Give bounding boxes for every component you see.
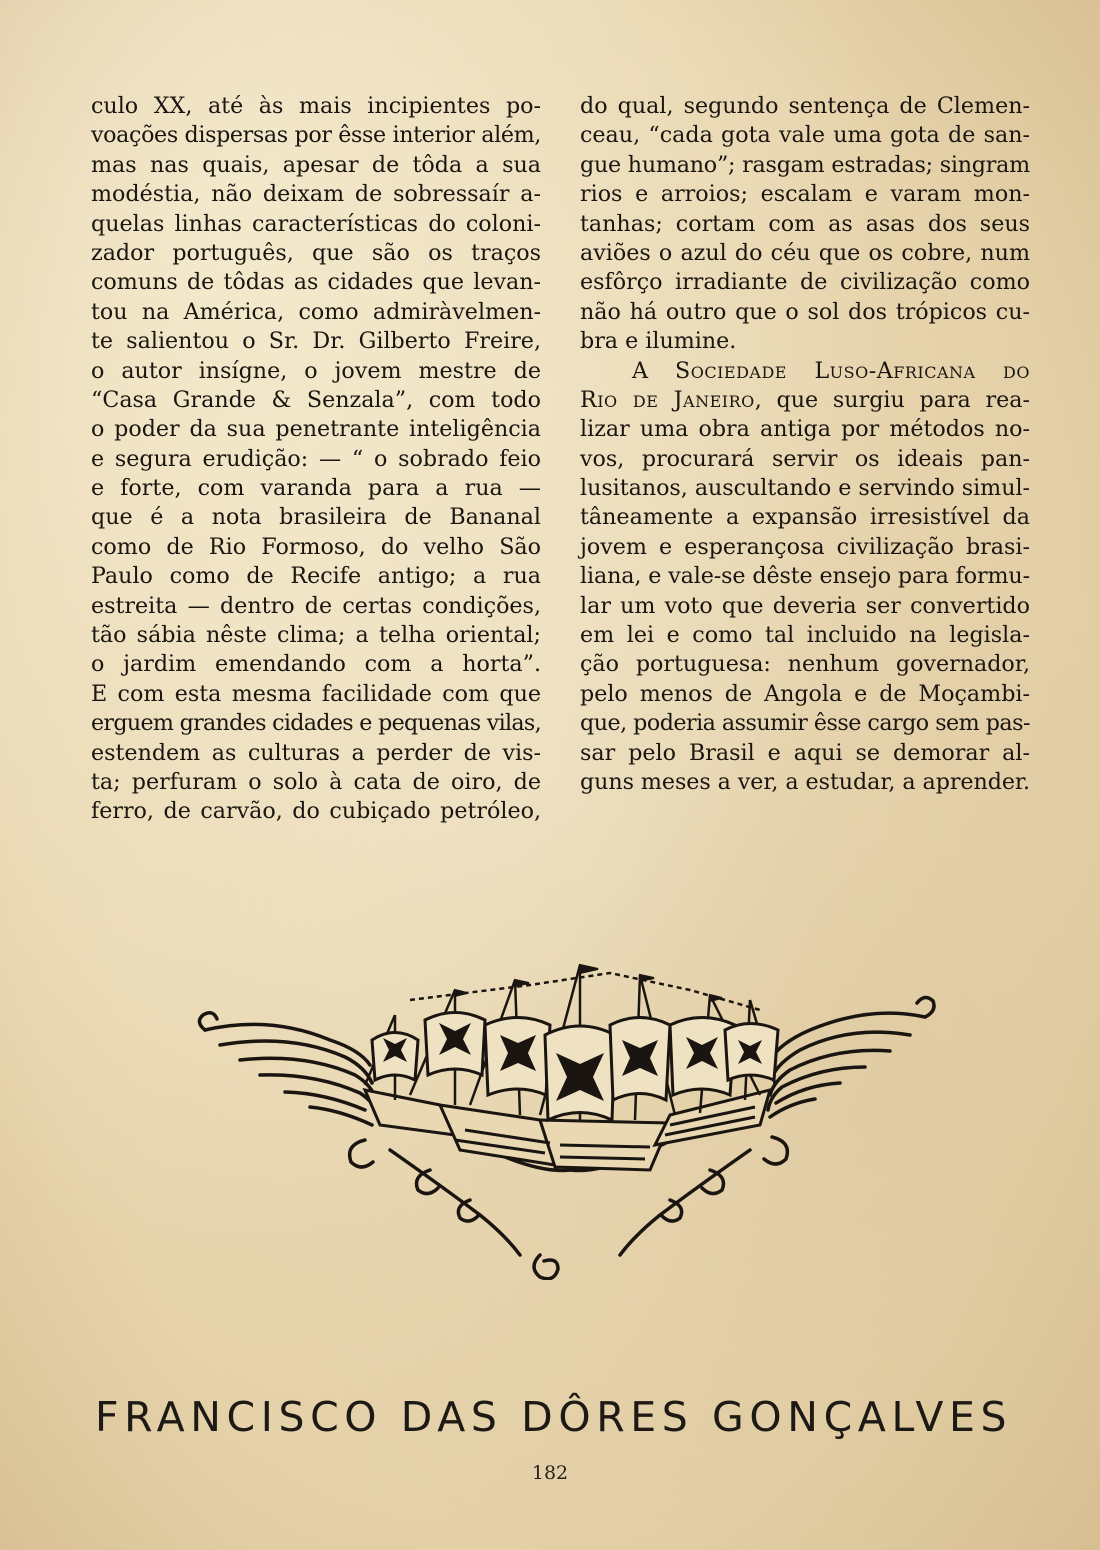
right-line: tâneamente a expansão irresistível da: [580, 504, 1030, 531]
left-line: “Casa Grande & Senzala”, com todo: [91, 386, 541, 413]
right-line: não há outro que o sol dos trópicos cu-: [580, 298, 1030, 325]
left-line: mas nas quais, apesar de tôda a sua: [91, 151, 541, 178]
left-line: tou na América, como admiràvelmen-: [91, 298, 541, 325]
right-line: lar um voto que deveria ser convertido: [580, 592, 1030, 619]
left-line: estendem as culturas a perder de vis-: [91, 739, 541, 766]
society-name-part2: Rio de Janeiro: [580, 386, 755, 413]
right-text-column: [580, 92, 1030, 797]
left-wave-swirls: [199, 1013, 378, 1167]
left-line: comuns de tôdas as cidades que levan-: [91, 269, 541, 296]
left-line: Paulo como de Recife antigo; a rua: [91, 563, 541, 590]
left-line: quelas linhas características do coloni-: [91, 210, 541, 237]
left-line: o autor insígne, o jovem mestre de: [91, 357, 541, 384]
left-line: o poder da sua penetrante inteligência: [91, 416, 541, 443]
left-line: tão sábia nêste clima; a telha oriental;: [91, 622, 541, 649]
left-line: ta; perfuram o solo à cata de oiro, de: [91, 768, 541, 795]
left-text-column: [91, 92, 541, 827]
right-line: tanhas; cortam com as asas dos seus: [580, 210, 1030, 237]
right-line: vos, procurará servir os ideais pan-: [580, 445, 1030, 472]
page-number: 182: [531, 1462, 569, 1484]
right-line: gue humano”; rasgam estradas; singram: [580, 151, 1030, 178]
right-wave-swirls: [764, 997, 934, 1164]
left-line: o jardim emendando com a horta”.: [91, 651, 541, 678]
right-line: jovem e esperançosa civilização brasi-: [580, 533, 1030, 560]
right-line: em lei e como tal incluido na legisla-: [580, 622, 1030, 649]
paragraph-start-line: [580, 357, 1030, 386]
right-line: que, poderia assumir êsse cargo sem pas-: [580, 710, 1030, 737]
left-line: como de Rio Formoso, do velho São: [91, 533, 541, 560]
left-line: e segura erudição: — “ o sobrado feio: [91, 445, 541, 472]
right-line: ção portuguesa: nenhum governador,: [580, 651, 1030, 678]
left-line: modéstia, não deixam de sobressaír a-: [91, 181, 541, 208]
society-name-part1: Sociedade Luso-Africana do: [675, 357, 1031, 384]
ship-pennants: [455, 965, 722, 1001]
right-line: do qual, segundo sentença de Clemen-: [580, 93, 1030, 119]
left-line: erguem grandes cidades e pequenas vilas,: [91, 710, 541, 737]
right-line: guns meses a ver, a estudar, a aprender.: [580, 768, 1030, 795]
right-line: [580, 386, 1030, 415]
paragraph-lead: A: [632, 357, 676, 384]
right-line: lusitanos, auscultando e servindo simul-: [580, 475, 1030, 502]
left-line: E com esta mesma facilidade com que: [91, 680, 541, 707]
author-signature: FRANCISCO DAS DÔRES GONÇALVES: [95, 1393, 1013, 1441]
right-line: sar pelo Brasil e aqui se demorar al-: [580, 739, 1030, 766]
left-line: estreita — dentro de certas condições,: [91, 592, 541, 619]
right-line: ceau, “cada gota vale uma gota de san-: [580, 122, 1030, 149]
left-line: que é a nota brasileira de Bananal: [91, 504, 541, 531]
left-line: te salientou o Sr. Dr. Gilberto Freire,: [91, 328, 541, 355]
left-line: e forte, com varanda para a rua —: [91, 475, 541, 502]
left-line: ferro, de carvão, do cubiçado petróleo,: [91, 798, 541, 825]
left-line: voações dispersas por êsse interior além,: [91, 122, 541, 149]
right-line: rios e arroios; escalam e varam mon-: [580, 181, 1030, 208]
right-line: lizar uma obra antiga por métodos no-: [580, 416, 1030, 443]
right-line: aviões o azul do céu que os cobre, num: [580, 239, 1030, 266]
right-line: bra e ilumine.: [580, 328, 737, 355]
line-rest: , que surgiu para rea-: [754, 386, 1030, 413]
caravel-ships-ornament: [110, 955, 940, 1280]
left-line: culo XX, até às mais incipientes po-: [91, 93, 541, 119]
right-line: esfôrço irradiante de civilização como: [580, 269, 1030, 296]
left-line: zador português, que são os traços: [91, 239, 541, 266]
right-line: pelo menos de Angola e de Moçambi-: [580, 680, 1030, 707]
right-line: liana, e vale-se dêste ensejo para formu-: [580, 563, 1030, 590]
